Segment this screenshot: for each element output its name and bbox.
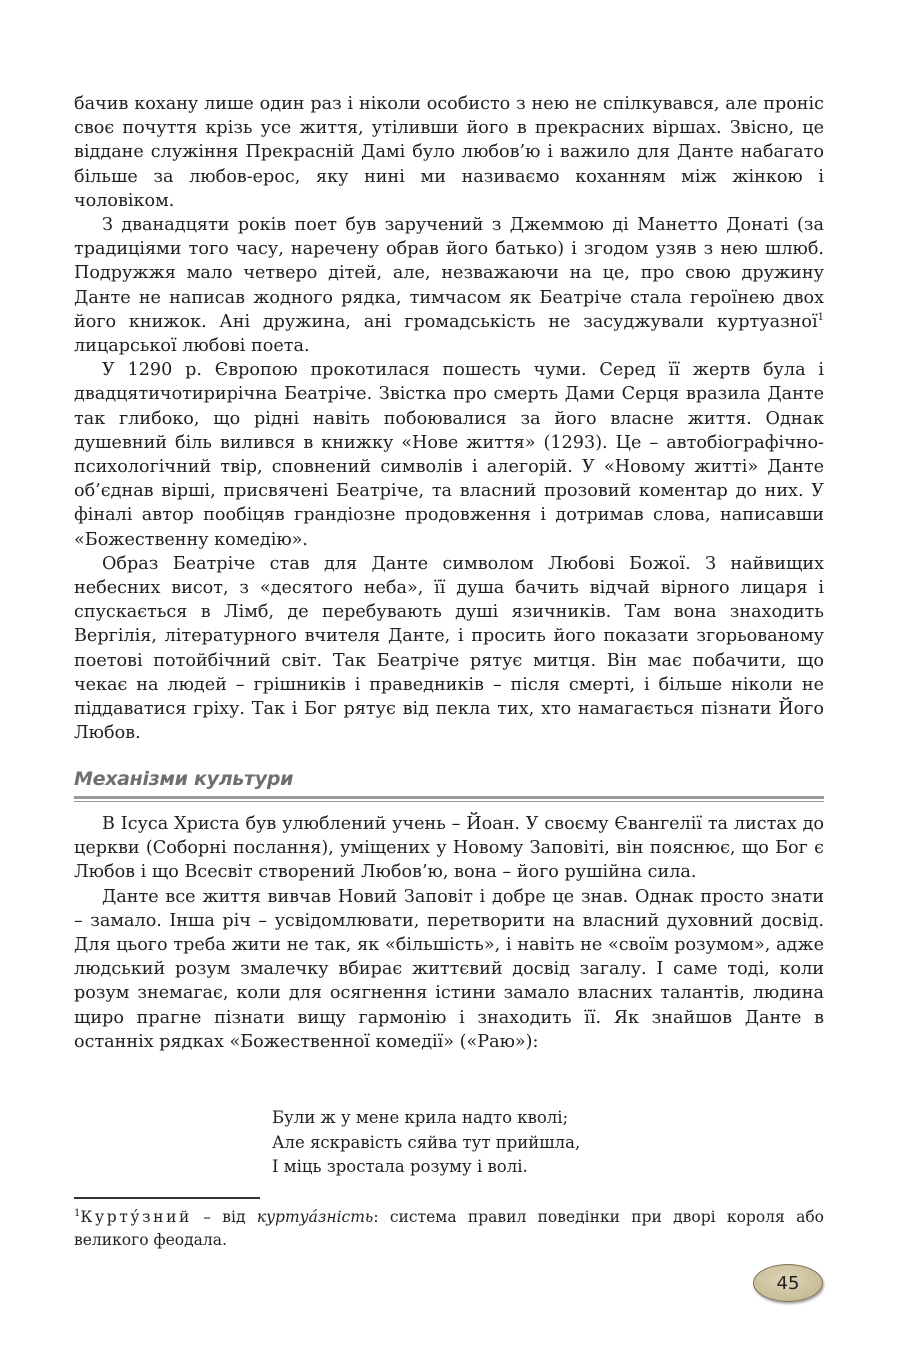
paragraph (74, 213, 824, 358)
footnote-number: 1 (74, 1207, 81, 1219)
paragraph-text: З дванадцяти років поет був заручений з Джеммою ді Манетто Донаті (за традиціями того часу, наречену обрав його батько) і згодом узяв з нею шлюб. Подружжя мало четверо дітей, але, незважаючи на це, про свою дружину Данте не написав жодного рядка, тимчасом як Беатріче стала героїнею двох його книжок. Ані дружина, ані громадськість не засуджували куртуазної (74, 215, 824, 332)
paragraph-text-tail: лицарської любові поета. (74, 336, 310, 357)
paragraph: Образ Беатріче став для Данте символом Любові Божої. З найвищих небесних висот, з «десятого неба», її душа бачить відчай вірного лицаря і спускається в Лімб, де перебувають душі язичників. Там вона знаходить Вергілія, літературного вчителя Данте, і просить його показати згорьованому поетові потойбічний світ. Так Беатріче рятує митця. Він має побачити, що чекає на людей – грішників і праведників – після смерті, і більше ніколи не піддаватися гріху. Так і Бог рятує від пекла тих, хто намагається пізнати Його Любов. (74, 553, 824, 744)
poem-quote (272, 1106, 580, 1180)
main-text-top (74, 92, 824, 745)
heading-rule-thin (74, 801, 824, 802)
paragraph: В Ісуса Христа був улюблений учень – Йоан. У своєму Євангелії та листах до церкви (Соборні послання), уміщених у Новому Заповіті, він пояснює, що Бог є Любов і що Всесвіт створений Любов’ю, вона – його рушійна сила. (74, 814, 824, 883)
footnote-source-word: куртуа́зність (256, 1208, 374, 1226)
footnote-separator (74, 1197, 260, 1199)
poem-line: Але яскравість сяйва тут прийшла, (272, 1132, 581, 1152)
page-number: 45 (776, 1272, 800, 1294)
paragraph: бачив кохану лише один раз і ніколи особисто з нею не спілкувався, але проніс своє почуття крізь усе життя, утіливши його в прекрасних віршах. Звісно, це віддане служіння Прекрасній Дамі було любов’ю і важило для Данте набагато більше за любов-ерос, яку нині ми називаємо коханням між жінкою і чоловіком. (74, 94, 824, 211)
footnote-definition: : система правил поведінки при дворі короля або великого феодала. (74, 1208, 824, 1249)
main-text-bottom (74, 812, 824, 1054)
poem-line: Були ж у мене крила надто кволі; (272, 1108, 569, 1127)
footnote (74, 1206, 824, 1252)
section-heading: Механізми культури (74, 768, 294, 790)
paragraph: Данте все життя вивчав Новий Заповіт і добре це знав. Однак просто знати – замало. Інша річ – усвідомлювати, перетворити на власний духовний досвід. Для цього треба жити не так, як «більшість», і навіть не «своїм розумом», адже людський розум змалечку вбирає життєвий досвід загалу. І саме тоді, коли розум знемагає, коли для осягнення істини замало власних талантів, людина щиро прагне пізнати вищу гармонію і знаходить її. Як знайшов Данте в останніх рядках «Божественної комедії» («Раю»): (74, 886, 824, 1052)
paragraph: У 1290 р. Європою прокотилася пошесть чуми. Серед її жертв була і двадцятичотирирічна Беатріче. Звістка про смерть Дами Серця вразила Данте так глибоко, що рідні навіть побоювалися за його власне життя. Однак душевний біль вилився в книжку «Нове життя» (1293). Це – автобіографічно-психологічний твір, сповнений символів і алегорій. У «Новому житті» Данте об’єднав вірші, присвячені Беатріче, та власний прозовий коментар до них. У фіналі автор пообіцяв грандіозне продовження і дотримав слова, написавши «Божественну комедію». (74, 360, 824, 550)
poem-line: І міць зростала розуму і волі. (272, 1157, 528, 1176)
footnote-term: Курту́зний (80, 1208, 192, 1226)
footnote-reference: 1 (817, 311, 824, 323)
heading-rule (74, 796, 824, 799)
page-number-badge (753, 1264, 823, 1302)
footnote-dash: – від (191, 1208, 257, 1226)
